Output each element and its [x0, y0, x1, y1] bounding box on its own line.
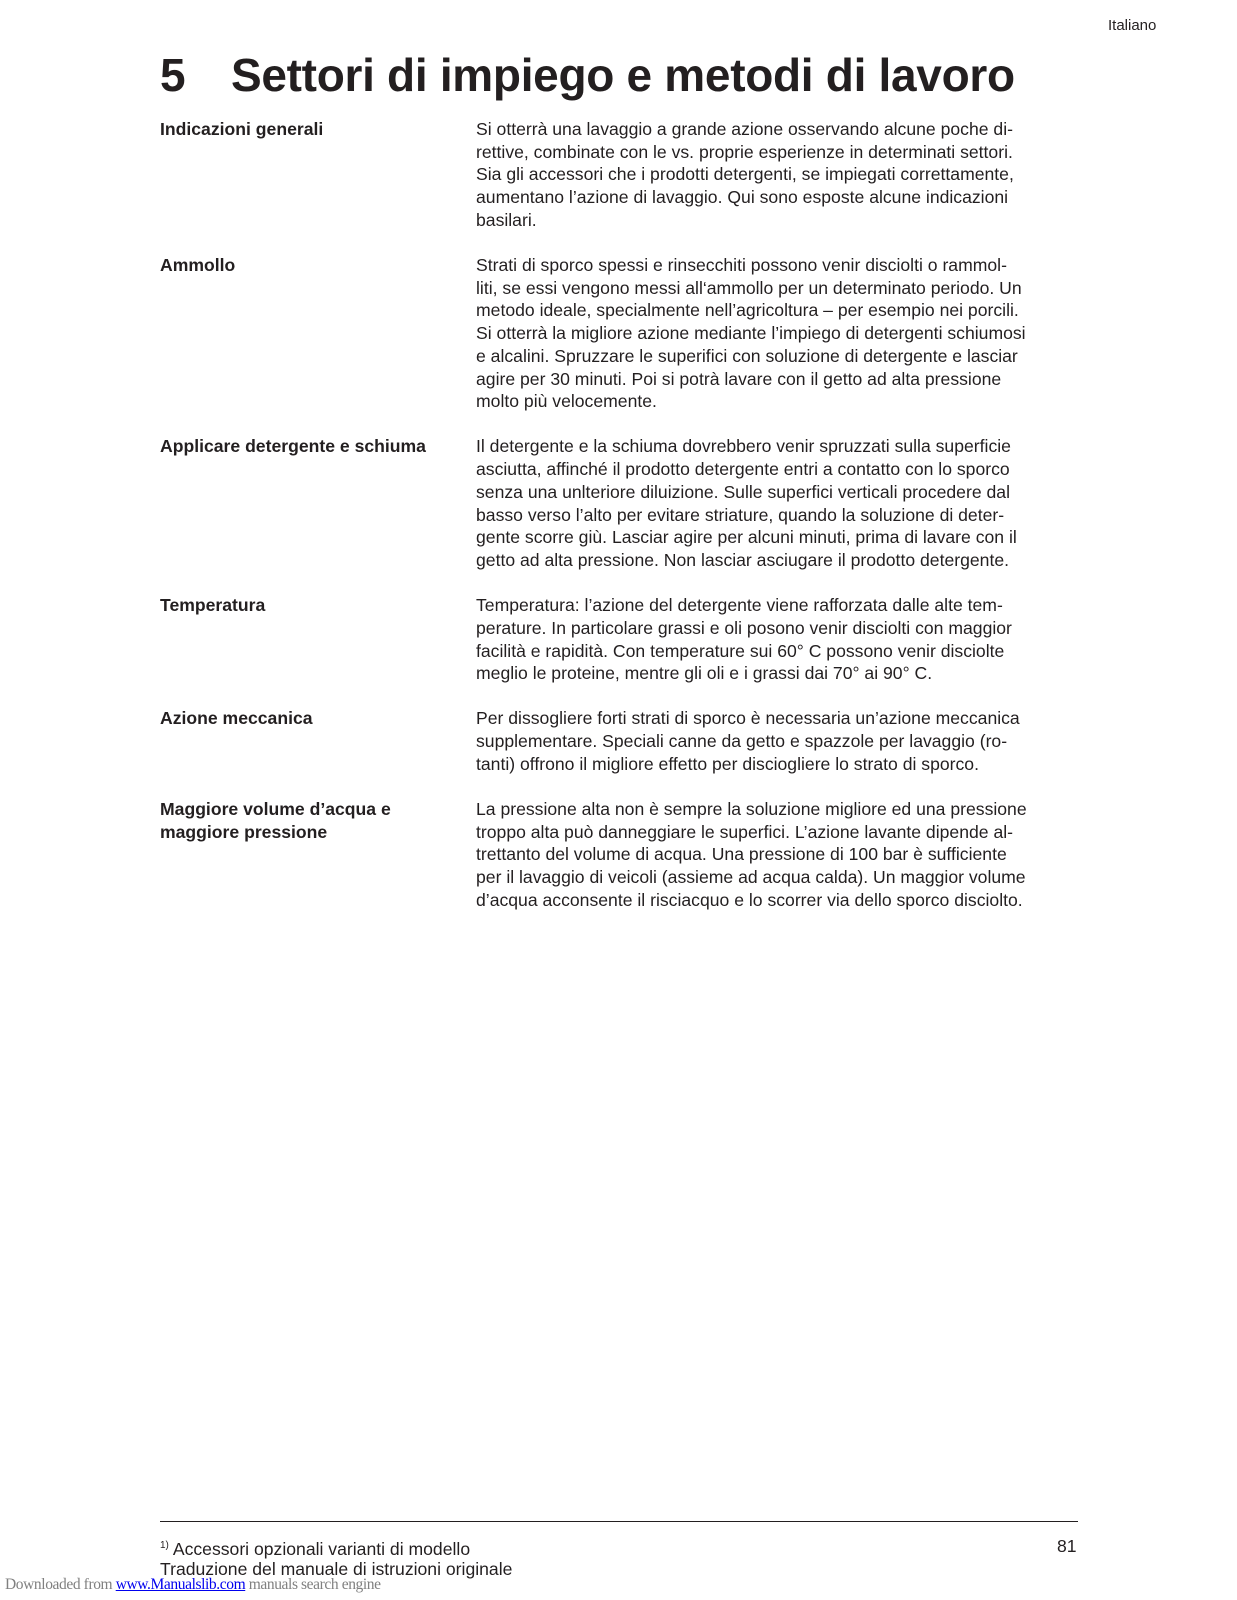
section-label [160, 118, 476, 232]
section-body-line: perature. In particolare grassi e oli posono venir disciolti con maggior [476, 617, 1012, 638]
footnote [160, 1535, 470, 1560]
watermark-suffix: manuals search engine [245, 1576, 381, 1593]
chapter-title-text: Settori di impiego e metodi di lavoro [231, 49, 1015, 101]
footnote-text: Accessori opzionali varianti di modello [172, 1539, 471, 1559]
section-label-line: Temperatura [160, 595, 266, 616]
section-body-line: Strati di sporco spessi e rinsecchiti possono venir disciolti o rammol- [476, 255, 1007, 276]
section-label-line: maggiore pressione [160, 822, 328, 843]
section-row [160, 435, 1080, 571]
section-body-line: La pressione alta non è sempre la soluzione migliore ed una pressione [476, 799, 1027, 820]
section-label [160, 707, 476, 775]
chapter-number: 5 [160, 49, 186, 101]
section-body-line: agire per 30 minuti. Poi si potrà lavare con il getto ad alta pressione [476, 368, 1002, 389]
section-label [160, 435, 476, 571]
footnote-marker: 1) [160, 1540, 169, 1551]
section-row [160, 707, 1080, 775]
section-body-line: liti, se essi vengono messi all‘ammollo per un determinato periodo. Un [476, 277, 1022, 298]
section-row [160, 798, 1080, 912]
language-label: Italiano [1108, 17, 1157, 34]
section-label-line: Applicare detergente e schiuma [160, 436, 426, 457]
section-row [160, 118, 1080, 232]
section-label [160, 594, 476, 685]
section-body-line: tanti) offrono il migliore effetto per disciogliere lo strato di sporco. [476, 753, 979, 774]
section-label-line: Azione meccanica [160, 708, 313, 729]
section-body-line: per il lavaggio di veicoli (assieme ad acqua calda). Un maggior volume [476, 867, 1026, 888]
section-row [160, 254, 1080, 413]
section-body-line: asciutta, affinché il prodotto detergente entri a contatto con lo sporco [476, 459, 1010, 480]
section-body [476, 254, 1076, 413]
section-body-line: molto più velocemente. [476, 391, 657, 412]
section-body-line: Per dissogliere forti strati di sporco è necessaria un’azione meccanica [476, 708, 1020, 729]
section-body-line: Si otterrà la migliore azione mediante l’impiego di detergenti schiumosi [476, 323, 1026, 344]
section-body-line: gente scorre giù. Lasciar agire per alcuni minuti, prima di lavare con il [476, 527, 1017, 548]
watermark-link[interactable]: www.Manualslib.com [115, 1576, 246, 1593]
page-number: 81 [1057, 1536, 1077, 1556]
section-body-line: meglio le proteine, mentre gli oli e i grassi dai 70° ai 90° C. [476, 663, 933, 684]
section-body-line: basso verso l’alto per evitare striature, quando la soluzione di deter- [476, 504, 1005, 525]
watermark-prefix: Downloaded from [5, 1576, 116, 1593]
section-body-line: Temperatura: l’azione del detergente viene rafforzata dalle alte tem- [476, 595, 1003, 616]
sections-list [160, 118, 1080, 934]
section-body-line: d’acqua acconsente il risciacquo e lo scorrer via dello sporco disciolto. [476, 889, 1023, 910]
section-body-line: basilari. [476, 209, 537, 230]
section-label-line: Ammollo [160, 255, 236, 276]
manual-subtitle: Traduzione del manuale di istruzioni originale [160, 1559, 513, 1579]
section-body-line: Il detergente e la schiuma dovrebbero venir spruzzati sulla superficie [476, 436, 1011, 457]
section-body-line: getto ad alta pressione. Non lasciar asciugare il prodotto detergente. [476, 549, 1010, 570]
section-body [476, 594, 1076, 685]
section-body-line: Si otterrà una lavaggio a grande azione osservando alcune poche di- [476, 119, 1013, 139]
section-body-line: troppo alta può danneggiare le superfici. L’azione lavante dipende al- [476, 821, 1013, 842]
section-body-line: senza una unlteriore diluizione. Sulle superfici verticali procedere dal [476, 481, 1010, 502]
section-body-line: Sia gli accessori che i prodotti detergenti, se impiegati correttamente, [476, 164, 1014, 185]
section-body-line: trettanto del volume di acqua. Una pressione di 100 bar è sufficiente [476, 844, 1007, 865]
section-label-line: Indicazioni generali [160, 119, 324, 139]
section-body-line: rettive, combinate con le vs. proprie esperienze in determinati settori. [476, 141, 1013, 162]
section-row [160, 594, 1080, 685]
section-label [160, 254, 476, 413]
section-body-line: e alcalini. Spruzzare le superifici con soluzione di detergente e lasciar [476, 345, 1018, 366]
section-body-line: facilità e rapidità. Con temperature sui 60° C possono venir disciolte [476, 640, 1005, 661]
section-body [476, 435, 1076, 571]
section-label [160, 798, 476, 912]
section-body-line: metodo ideale, specialmente nell’agricoltura – per esempio nei porcili. [476, 300, 1019, 321]
section-body [476, 798, 1076, 912]
section-body-line: supplementare. Speciali canne da getto e spazzole per lavaggio (ro- [476, 731, 1008, 752]
download-watermark [5, 1576, 381, 1594]
chapter-title [160, 47, 1015, 103]
section-body-line: aumentano l’azione di lavaggio. Qui sono esposte alcune indicazioni [476, 187, 1009, 208]
section-body [476, 707, 1076, 775]
section-body [476, 118, 1076, 232]
section-label-line: Maggiore volume d’acqua e [160, 799, 391, 820]
footer-divider [160, 1521, 1078, 1522]
